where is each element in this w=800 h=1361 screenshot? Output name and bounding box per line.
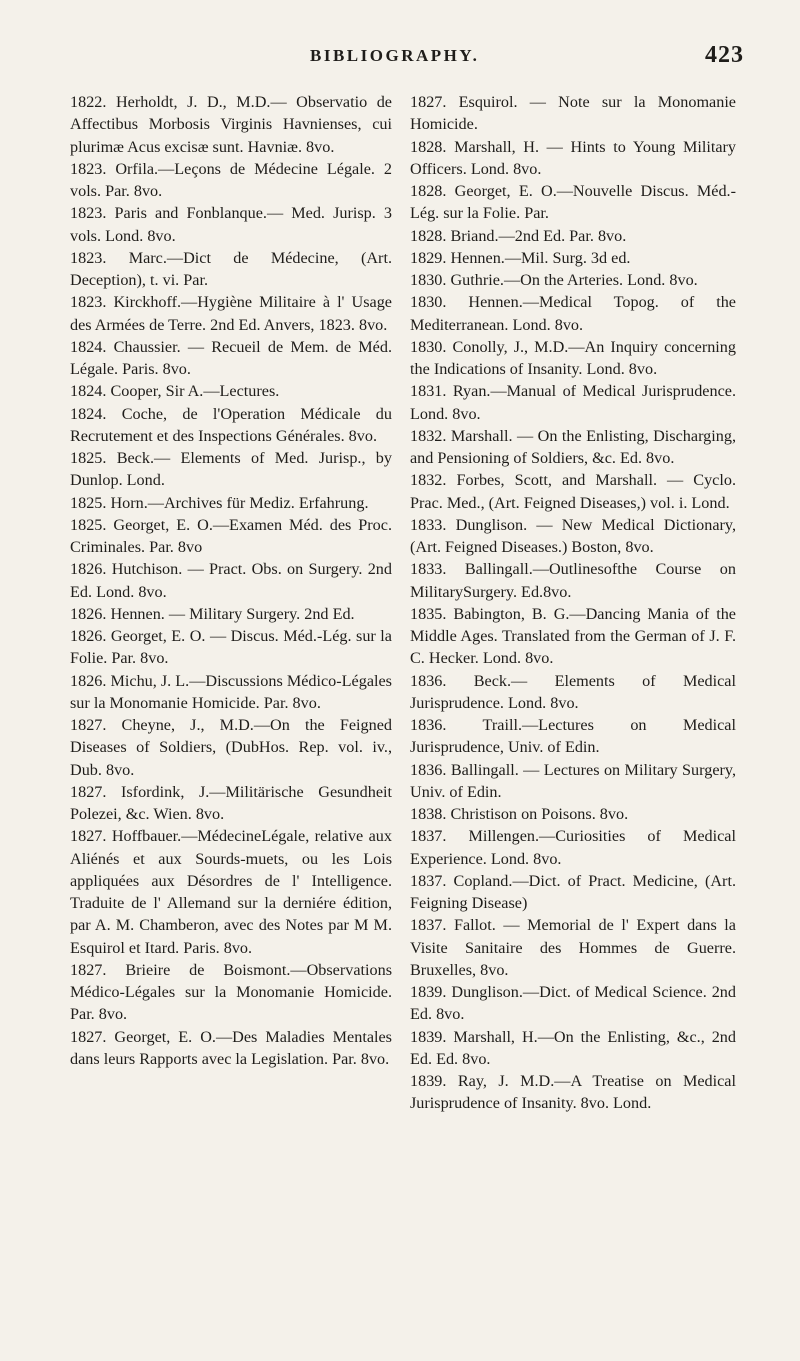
bibliography-entry: 1833. Dunglison. — New Medical Dictionary, (Art. Feigned Diseases.) Boston, 8vo.: [410, 515, 736, 556]
left-column: [70, 91, 392, 1070]
bibliography-entry: 1823. Marc.—Dict de Médecine, (Art. Deception), t. vi. Par.: [70, 248, 392, 289]
bibliography-entry: 1830. Hennen.—Medical Topog. of the Mediterranean. Lond. 8vo.: [410, 293, 736, 334]
bibliography-entry: 1827. Hoffbauer.—MédecineLégale, relative aux Aliénés et aux Sourds-muets, ou les Lois appliquées aux Désordres de l' Intelligence. Traduite de l' Allemand sur la derniére édition, par A. M. Chamberon, avec des Notes par M M. Esquirol et Itard. Paris. 8vo.: [70, 827, 392, 957]
bibliography-entry: 1828. Briand.—2nd Ed. Par. 8vo.: [410, 226, 627, 245]
bibliography-entry: 1826. Michu, J. L.—Discussions Médico-Légales sur la Monomanie Homicide. Par. 8vo.: [70, 671, 392, 712]
bibliography-entry: 1827. Isfordink, J.—Militärische Gesundheit Polezei, &c. Wien. 8vo.: [70, 782, 392, 823]
bibliography-entry: 1832. Forbes, Scott, and Marshall. — Cyclo. Prac. Med., (Art. Feigned Diseases,) vol. i. Lond.: [410, 471, 736, 512]
bibliography-entry: 1823. Orfila.—Leçons de Médecine Légale. 2 vols. Par. 8vo.: [70, 159, 392, 200]
bibliography-entry: 1824. Chaussier. — Recueil de Mem. de Méd. Légale. Paris. 8vo.: [70, 337, 392, 378]
bibliography-entry: 1823. Kirckhoff.—Hygiène Militaire à l' Usage des Armées de Terre. 2nd Ed. Anvers, 1823. 8vo.: [70, 293, 392, 334]
bibliography-entry: 1824. Cooper, Sir A.—Lectures.: [70, 382, 280, 401]
bibliography-entry: 1837. Fallot. — Memorial de l' Expert dans la Visite Sanitaire des Hommes de Guerre. Bruxelles, 8vo.: [410, 916, 736, 979]
right-column: [410, 91, 736, 1115]
bibliography-entry: 1839. Dunglison.—Dict. of Medical Science. 2nd Ed. 8vo.: [410, 983, 736, 1024]
bibliography-entry: 1823. Paris and Fonblanque.— Med. Jurisp. 3 vols. Lond. 8vo.: [70, 204, 392, 245]
bibliography-entry: 1837. Copland.—Dict. of Pract. Medicine, (Art. Feigning Disease): [410, 871, 736, 912]
bibliography-entry: 1827. Cheyne, J., M.D.—On the Feigned Diseases of Soldiers, (DubHos. Rep. vol. iv., Dub. 8vo.: [70, 716, 392, 779]
bibliography-entry: 1826. Georget, E. O. — Discus. Méd.-Lég. sur la Folie. Par. 8vo.: [70, 627, 392, 668]
bibliography-entry: 1832. Marshall. — On the Enlisting, Discharging, and Pensioning of Soldiers, &c. Ed. 8vo.: [410, 426, 736, 467]
bibliography-entry: 1827. Georget, E. O.—Des Maladies Mentales dans leurs Rapports avec la Legislation. Par. 8vo.: [70, 1027, 392, 1068]
bibliography-entry: 1839. Marshall, H.—On the Enlisting, &c., 2nd Ed. Ed. 8vo.: [410, 1027, 736, 1068]
bibliography-entry: 1825. Georget, E. O.—Examen Méd. des Proc. Criminales. Par. 8vo: [70, 515, 392, 556]
bibliography-entry: 1824. Coche, de l'Operation Médicale du Recrutement et des Inspections Générales. 8vo.: [70, 404, 392, 445]
bibliography-entry: 1829. Hennen.—Mil. Surg. 3d ed.: [410, 248, 631, 267]
bibliography-entry: 1833. Ballingall.—Outlinesofthe Course on MilitarySurgery. Ed.8vo.: [410, 560, 736, 601]
bibliography-entry: 1828. Georget, E. O.—Nouvelle Discus. Méd.-Lég. sur la Folie. Par.: [410, 182, 736, 223]
bibliography-entry: 1836. Beck.— Elements of Medical Jurisprudence. Lond. 8vo.: [410, 671, 736, 712]
bibliography-entry: 1837. Millengen.—Curiosities of Medical Experience. Lond. 8vo.: [410, 827, 736, 868]
bibliography-entry: 1827. Brieire de Boismont.—Observations Médico-Légales sur la Monomanie Homicide. Par. 8vo.: [70, 960, 392, 1024]
bibliography-entry: 1836. Traill.—Lectures on Medical Jurisprudence, Univ. of Edin.: [410, 716, 736, 757]
bibliography-entry: 1838. Christison on Poisons. 8vo.: [410, 805, 629, 823]
bibliography-entry: 1831. Ryan.—Manual of Medical Jurisprudence. Lond. 8vo.: [410, 382, 736, 423]
bibliography-entry: 1830. Conolly, J., M.D.—An Inquiry concerning the Indications of Insanity. Lond. 8vo.: [410, 337, 736, 378]
bibliography-entry: 1827. Esquirol. — Note sur la Monomanie Homicide.: [410, 93, 736, 134]
bibliography-entry: 1839. Ray, J. M.D.—A Treatise on Medical Jurisprudence of Insanity. 8vo. Lond.: [410, 1072, 736, 1113]
bibliography-entry: 1830. Guthrie.—On the Arteries. Lond. 8vo.: [410, 271, 698, 289]
bibliography-entry: 1828. Marshall, H. — Hints to Young Military Officers. Lond. 8vo.: [410, 137, 736, 178]
bibliography-entry: 1835. Babington, B. G.—Dancing Mania of the Middle Ages. Translated from the German of J. F. C. Hecker. Lond. 8vo.: [410, 604, 736, 668]
bibliography-entry: 1826. Hennen. — Military Surgery. 2nd Ed.: [70, 604, 355, 623]
bibliography-entry: 1822. Herholdt, J. D., M.D.— Observatio de Affectibus Morbosis Virginis Havnienses, cui plurimæ Acus excisæ sunt. Havniæ. 8vo.: [70, 93, 392, 156]
running-head-title: BIBLIOGRAPHY.: [310, 46, 480, 65]
bibliography-entry: 1836. Ballingall. — Lectures on Military Surgery, Univ. of Edin.: [410, 760, 736, 801]
bibliography-entry: 1825. Horn.—Archives für Mediz. Erfahrung.: [70, 493, 369, 512]
bibliography-entry: 1825. Beck.— Elements of Med. Jurisp., by Dunlop. Lond.: [70, 449, 392, 490]
bibliography-entry: 1826. Hutchison. — Pract. Obs. on Surgery. 2nd Ed. Lond. 8vo.: [70, 560, 392, 601]
running-head: [0, 42, 800, 76]
page-number: 423: [705, 42, 744, 68]
